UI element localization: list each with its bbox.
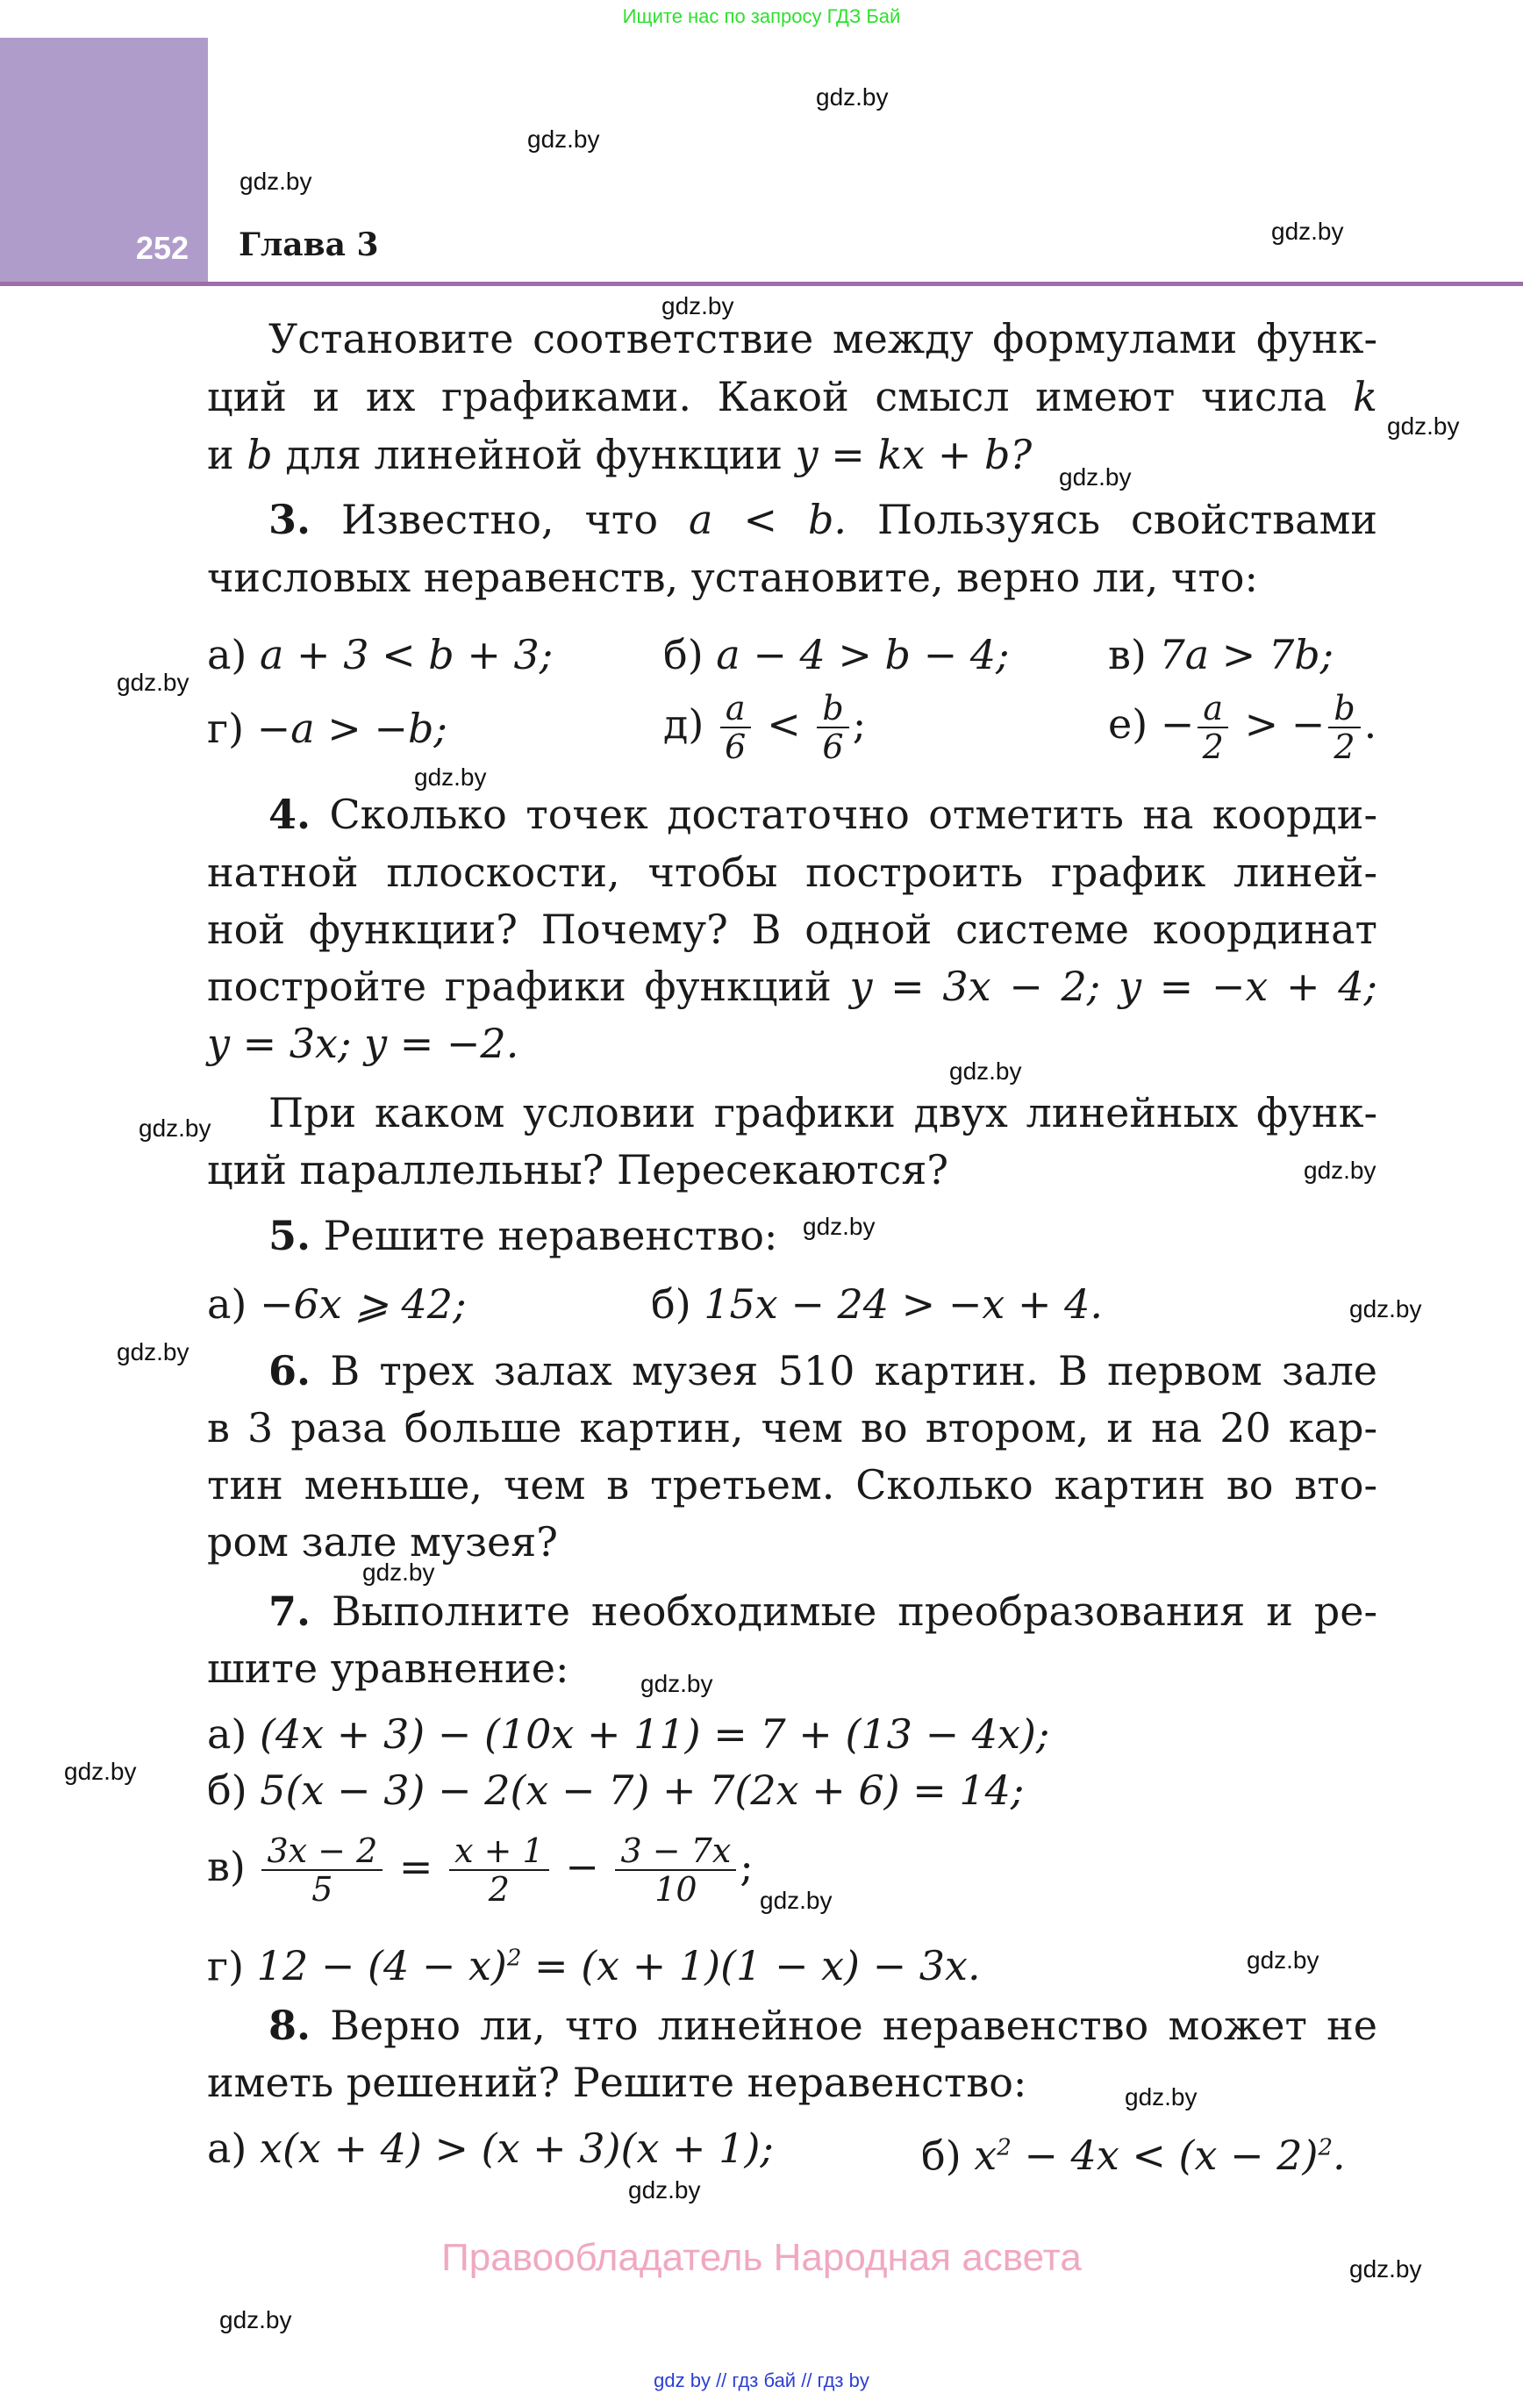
exercise-4-line-5: y = 3x; y = −2. (207, 1020, 519, 1067)
exercise-number: 8. (268, 2002, 311, 2049)
operator: − (565, 1843, 599, 1890)
math-expression: y = 3x − 2; y = −x + 4; (849, 963, 1378, 1010)
item-label: в) (207, 1843, 246, 1890)
item-label: б) (663, 631, 704, 678)
fraction (720, 690, 751, 765)
math-expression: 15x − 24 > −x + 4. (704, 1280, 1104, 1328)
exercise-3-item-v (1108, 630, 1334, 679)
exercise-number: 5. (268, 1212, 311, 1259)
exercise-text: Известно, что (341, 496, 659, 543)
copyright-notice: Правообладатель Народная асвета (441, 2236, 1082, 2279)
watermark: gdz.by (661, 292, 734, 319)
exercise-4-line-3: ной функции? Почему? В одной системе координат (207, 906, 1377, 953)
exercise-3-line-1 (268, 495, 1377, 544)
exercise-8-line-1 (268, 2001, 1377, 2050)
intro-text: ций и их графиками. Какой смысл имеют числа (207, 373, 1327, 420)
math-part: x (974, 2132, 997, 2180)
exercise-3-line-2: числовых неравенств, установите, верно ли, что: (207, 554, 1258, 601)
fraction (615, 1832, 736, 1908)
exponent: 2 (1318, 2135, 1333, 2161)
exercise-text: Решите неравенство: (323, 1212, 778, 1259)
denominator: 2 (488, 1870, 510, 1909)
denominator: 2 (1202, 727, 1224, 766)
denominator: 10 (654, 1870, 697, 1909)
item-label: б) (651, 1280, 691, 1328)
punctuation: . (1332, 2132, 1346, 2180)
exercise-7-item-b (207, 1766, 1024, 1815)
exercise-3-item-e (1108, 690, 1376, 765)
exercise-4-line-4 (207, 962, 1377, 1011)
header-divider (0, 282, 1523, 286)
intro-line-3 (207, 430, 1032, 479)
exercise-6-line-1 (268, 1346, 1377, 1395)
exercise-text: Пользуясь свойствами (877, 496, 1378, 543)
exercise-text: Выполните необходимые преобразования и ре- (331, 1587, 1378, 1635)
exercise-text: постройте графики функций (207, 963, 832, 1010)
math-expression: −a > −b; (256, 705, 447, 752)
watermark: gdz.by (760, 1887, 833, 1914)
exercise-3-item-b (663, 630, 1010, 679)
math-expression: x(x + 4) > (x + 3)(x + 1); (260, 2125, 774, 2172)
fraction (261, 1832, 383, 1908)
intro-line-2 (207, 372, 1377, 421)
fraction (817, 690, 848, 765)
math-part: = (x + 1)(1 − x) − 3x. (521, 1942, 981, 1990)
numerator: a (720, 690, 751, 728)
exercise-7-item-a (207, 1709, 1049, 1759)
exercise-7-item-v (207, 1832, 754, 1908)
exercise-7-line-2: шите уравнение: (207, 1645, 569, 1692)
intro-text: и (207, 431, 234, 478)
operator: − (1160, 700, 1195, 748)
numerator: x + 1 (449, 1832, 549, 1871)
exercise-8-item-a (207, 2124, 774, 2173)
exponent: 2 (997, 2135, 1012, 2161)
exercise-5-item-a (207, 1279, 467, 1329)
watermark: gdz.by (816, 83, 889, 111)
watermark: gdz.by (1304, 1157, 1376, 1184)
exercise-5-line-1 (268, 1211, 1377, 1260)
exercise-text: Верно ли, что линейное неравенство может не (330, 2002, 1377, 2049)
item-label: в) (1108, 631, 1147, 678)
watermark: gdz.by (640, 1670, 713, 1697)
math-expression (974, 2132, 1345, 2179)
punctuation: . (1363, 700, 1377, 748)
denominator: 2 (1334, 727, 1355, 766)
exercise-number: 3. (268, 496, 311, 543)
math-expression: a + 3 < b + 3; (260, 631, 554, 678)
watermark: gdz.by (117, 1338, 189, 1365)
math-expression: 5(x − 3) − 2(x − 7) + 7(2x + 6) = 14; (260, 1767, 1025, 1814)
exercise-number: 4. (268, 791, 311, 838)
math-k: k (1353, 373, 1378, 420)
exercise-5-item-b (651, 1279, 1103, 1329)
denominator: 6 (725, 727, 747, 766)
math-b: b (247, 431, 273, 478)
intro-text: для линейной функции (285, 431, 783, 478)
operator: > − (1244, 700, 1326, 748)
exercise-number: 7. (268, 1587, 311, 1635)
watermark: gdz.by (1125, 2083, 1198, 2111)
math-expression: −6x ⩾ 42; (260, 1280, 467, 1328)
item-label: а) (207, 2125, 247, 2172)
item-label: г) (207, 705, 245, 752)
exercise-6-line-3: тин меньше, чем в третьем. Сколько картин во вто- (207, 1461, 1377, 1509)
numerator: 3 − 7x (615, 1832, 736, 1871)
operator: < (767, 700, 801, 748)
operator: = (398, 1843, 433, 1890)
intro-line-1: Установите соответствие между формулами функ- (268, 315, 1377, 362)
top-banner: Ищите нас по запросу ГДЗ Бай (622, 5, 901, 27)
item-label: б) (921, 2132, 962, 2180)
math-part: − 4x < (x − 2) (1011, 2132, 1319, 2180)
exponent: 2 (506, 1946, 522, 1972)
math-formula: y = kx + b? (795, 431, 1033, 478)
numerator: b (1328, 690, 1360, 728)
page-number: 252 (135, 230, 189, 266)
math-expression: a < b. (689, 496, 847, 543)
denominator: 5 (311, 1870, 333, 1909)
exercise-4-followup-1: При каком условии графики двух линейных функ- (268, 1089, 1377, 1136)
exercise-4-followup-2: ций параллельны? Пересекаются? (207, 1146, 949, 1193)
math-expression: (4x + 3) − (10x + 11) = 7 + (13 − 4x); (260, 1710, 1050, 1758)
exercise-6-line-4: ром зале музея? (207, 1518, 558, 1566)
item-label: г) (207, 1942, 245, 1990)
exercise-3-item-d (663, 690, 866, 765)
punctuation: ; (740, 1843, 754, 1890)
punctuation: ; (852, 700, 867, 748)
exercise-4-line-2: натной плоскости, чтобы построить график линей- (207, 849, 1377, 896)
watermark: gdz.by (414, 763, 487, 791)
exercise-number: 6. (268, 1347, 311, 1394)
fraction (1328, 690, 1360, 765)
exercise-8-line-2: иметь решений? Решите неравенство: (207, 2059, 1027, 2106)
exercise-text: Сколько точек достаточно отметить на коорди- (329, 791, 1377, 838)
item-label: е) (1108, 700, 1148, 748)
watermark: gdz.by (803, 1213, 876, 1240)
exercise-3-item-g (207, 704, 447, 753)
exercise-4-line-1 (268, 790, 1377, 839)
math-part: 12 − (4 − x) (256, 1942, 507, 1990)
watermark: gdz.by (219, 2306, 292, 2333)
numerator: b (817, 690, 848, 728)
item-label: б) (207, 1767, 247, 1814)
exercise-7-item-g (207, 1934, 981, 1990)
numerator: a (1198, 690, 1228, 728)
watermark: gdz.by (240, 168, 312, 195)
watermark: gdz.by (1387, 412, 1460, 440)
watermark: gdz.by (1349, 1295, 1422, 1322)
watermark: gdz.by (64, 1758, 137, 1785)
item-label: а) (207, 1710, 247, 1758)
watermark: gdz.by (1349, 2255, 1422, 2283)
exercise-7-line-1 (268, 1587, 1377, 1636)
item-label: д) (663, 700, 704, 748)
exercise-text: В трех залах музея 510 картин. В первом зале (330, 1347, 1378, 1394)
denominator: 6 (822, 727, 844, 766)
math-expression (257, 1942, 981, 1989)
chapter-title: Глава 3 (239, 226, 379, 263)
exercise-8-item-b (921, 2124, 1346, 2180)
watermark: gdz.by (628, 2176, 701, 2204)
fraction (449, 1832, 549, 1908)
watermark: gdz.by (1271, 218, 1344, 245)
math-expression: 7a > 7b; (1159, 631, 1334, 678)
exercise-3-item-a (207, 630, 553, 679)
fraction (1198, 690, 1228, 765)
watermark: gdz.by (527, 125, 600, 153)
watermark: gdz.by (362, 1559, 435, 1586)
watermark: gdz.by (117, 669, 189, 696)
math-expression: a − 4 > b − 4; (716, 631, 1010, 678)
footer-site-link[interactable]: gdz by // гдз бай // гдз by (654, 2369, 869, 2391)
exercise-6-line-2: в 3 раза больше картин, чем во втором, и на 20 кар- (207, 1404, 1377, 1451)
watermark: gdz.by (1059, 463, 1132, 491)
watermark: gdz.by (1247, 1946, 1319, 1974)
watermark: gdz.by (139, 1114, 211, 1142)
item-label: а) (207, 631, 247, 678)
numerator: 3x − 2 (261, 1832, 383, 1871)
watermark: gdz.by (949, 1057, 1022, 1085)
item-label: а) (207, 1280, 247, 1328)
